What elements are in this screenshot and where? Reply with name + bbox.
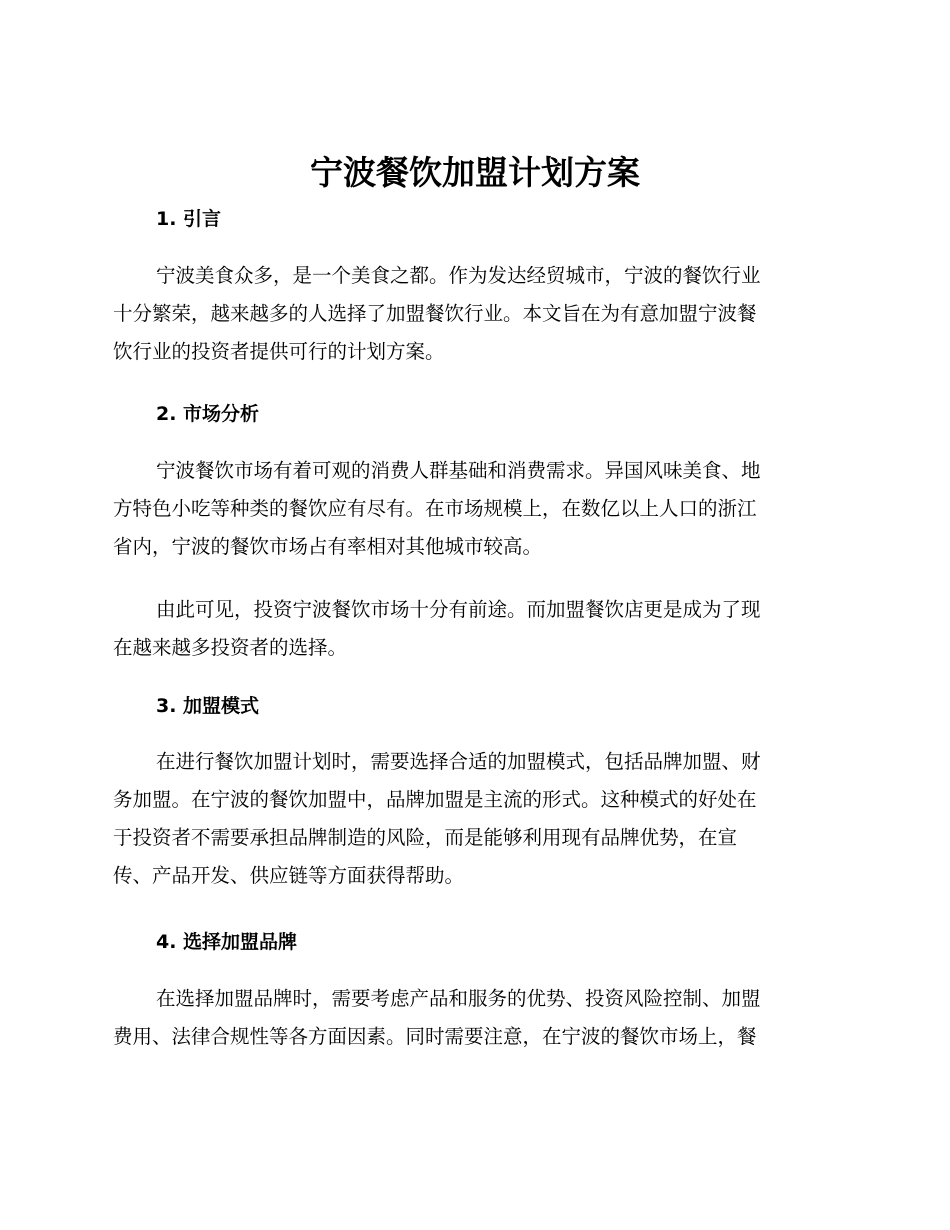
paragraph-line: 务加盟。在宁波的餐饮加盟中，品牌加盟是主流的形式。这种模式的好处在 bbox=[113, 788, 757, 811]
paragraph-line: 宁波餐饮市场有着可观的消费人群基础和消费需求。异国风味美食、地 bbox=[156, 459, 761, 482]
paragraph-line: 于投资者不需要承担品牌制造的风险，而是能够利用现有品牌优势，在宣 bbox=[113, 826, 738, 849]
paragraph-line: 传、产品开发、供应链等方面获得帮助。 bbox=[113, 864, 465, 887]
paragraph-franchise-mode bbox=[113, 743, 837, 895]
document-title: 宁波餐饮加盟计划方案 bbox=[310, 153, 640, 192]
paragraph-line: 宁波美食众多，是一个美食之都。作为发达经贸城市，宁波的餐饮行业 bbox=[156, 264, 761, 287]
section-heading-introduction: 1. 引言 bbox=[156, 208, 222, 230]
paragraph-line: 在选择加盟品牌时，需要考虑产品和服务的优势、投资风险控制、加盟 bbox=[156, 987, 761, 1010]
paragraph-line: 在越来越多投资者的选择。 bbox=[113, 636, 348, 659]
paragraph-market-analysis bbox=[113, 452, 837, 566]
paragraph-line: 饮行业的投资者提供可行的计划方案。 bbox=[113, 340, 445, 363]
paragraph-line: 费用、法律合规性等各方面因素。同时需要注意，在宁波的餐饮市场上，餐 bbox=[113, 1025, 757, 1048]
paragraph-line: 在进行餐饮加盟计划时，需要选择合适的加盟模式，包括品牌加盟、财 bbox=[156, 750, 761, 773]
section-heading-market-analysis: 2. 市场分析 bbox=[156, 403, 260, 425]
paragraph-introduction bbox=[113, 257, 837, 371]
paragraph-line: 由此可见，投资宁波餐饮市场十分有前途。而加盟餐饮店更是成为了现 bbox=[156, 598, 761, 621]
paragraph-line: 十分繁荣，越来越多的人选择了加盟餐饮行业。本文旨在为有意加盟宁波餐 bbox=[113, 302, 757, 325]
section-heading-choose-brand: 4. 选择加盟品牌 bbox=[156, 931, 298, 953]
section-heading-franchise-mode: 3. 加盟模式 bbox=[156, 695, 260, 717]
paragraph-line: 省内，宁波的餐饮市场占有率相对其他城市较高。 bbox=[113, 535, 543, 558]
paragraph-line: 方特色小吃等种类的餐饮应有尽有。在市场规模上，在数亿以上人口的浙江 bbox=[113, 497, 757, 520]
paragraph-choose-brand bbox=[113, 980, 837, 1056]
paragraph-market-conclusion bbox=[113, 591, 837, 667]
